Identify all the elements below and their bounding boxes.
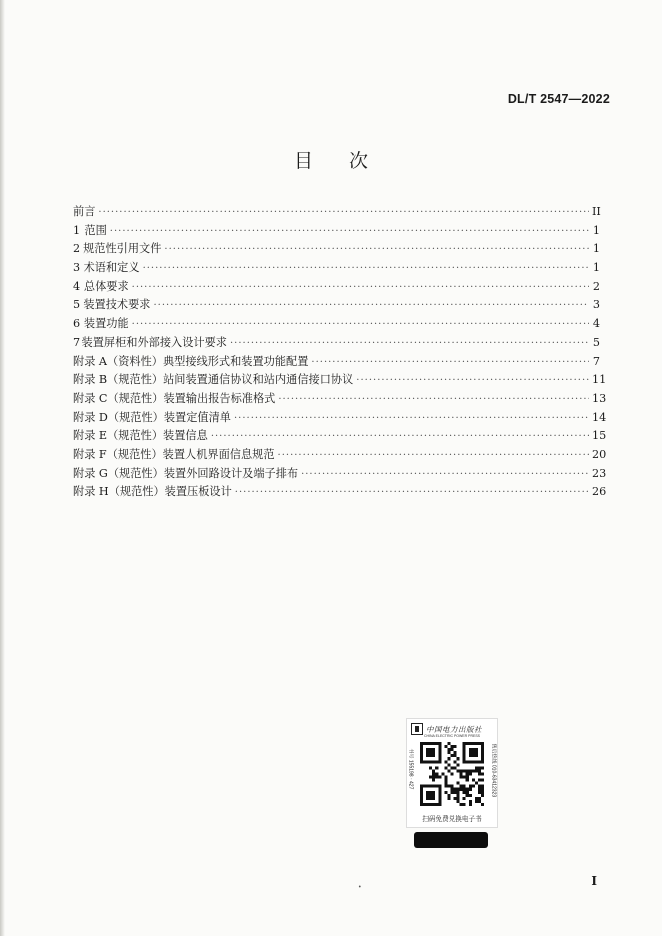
toc-dot-leader bbox=[301, 469, 589, 480]
scan-edge-shadow bbox=[0, 0, 5, 936]
toc-entry-page: 11 bbox=[592, 373, 607, 387]
qr-code-card bbox=[406, 718, 498, 828]
toc-dot-leader bbox=[278, 450, 589, 461]
toc-entry[interactable] bbox=[73, 222, 600, 241]
toc-entry[interactable] bbox=[73, 240, 600, 259]
toc-entry-title: 规范性引用文件 bbox=[83, 242, 162, 256]
toc-entry-number: 2 bbox=[73, 242, 81, 256]
qr-code-icon[interactable] bbox=[420, 742, 484, 806]
toc-entry-title: 装置信息 bbox=[163, 429, 208, 443]
toc-entry-number: 7 bbox=[73, 335, 81, 349]
toc-entry-title: 装置外回路设计及端子排布 bbox=[163, 466, 299, 480]
toc-entry[interactable] bbox=[73, 483, 607, 502]
toc-entry-title: 前言 bbox=[73, 205, 96, 218]
toc-title: 目次 bbox=[293, 150, 404, 172]
publisher-logo-icon bbox=[411, 723, 423, 735]
toc-entry-annex: 附录 G（规范性） bbox=[73, 466, 164, 480]
toc-entry-page: 3 bbox=[592, 298, 600, 312]
toc-entry[interactable] bbox=[73, 334, 600, 353]
toc-entry-page: 7 bbox=[592, 354, 600, 368]
toc-entry-number: 1 bbox=[73, 223, 81, 237]
toc-dot-leader bbox=[132, 282, 589, 293]
toc-entry[interactable] bbox=[73, 371, 607, 390]
toc-entry-title: 范围 bbox=[84, 223, 107, 237]
toc-entry-title: 装置人机界面信息规范 bbox=[162, 447, 275, 461]
toc-entry-annex: 附录 A（资料性） bbox=[73, 354, 163, 368]
toc-entry-title: 装置压板设计 bbox=[164, 485, 232, 499]
scan-speck: • bbox=[358, 884, 362, 891]
toc-entry-title: 术语和定义 bbox=[83, 261, 140, 275]
table-of-contents bbox=[73, 203, 607, 502]
toc-dot-leader bbox=[230, 338, 589, 349]
toc-entry[interactable] bbox=[73, 409, 607, 428]
toc-entry-title: 装置功能 bbox=[83, 317, 129, 331]
toc-entry-annex: 附录 B（规范性） bbox=[73, 373, 164, 387]
toc-entry[interactable] bbox=[73, 259, 600, 278]
toc-entry-page: II bbox=[592, 205, 601, 218]
toc-entry[interactable] bbox=[73, 446, 607, 465]
book-number: 书号 155198 · 427 bbox=[407, 748, 414, 790]
toc-entry-page: 4 bbox=[592, 317, 600, 331]
standard-code: DL/T 2547—2022 bbox=[507, 92, 610, 106]
toc-entry[interactable] bbox=[73, 353, 600, 372]
toc-entry-title: 装置技术要求 bbox=[83, 298, 151, 312]
toc-entry[interactable] bbox=[73, 296, 600, 315]
toc-entry-title: 装置定值清单 bbox=[163, 410, 231, 424]
toc-entry-annex: 附录 C（规范性） bbox=[73, 391, 164, 405]
toc-entry-page: 1 bbox=[592, 261, 600, 275]
publisher-name: 中国电力出版社 bbox=[426, 724, 482, 734]
publisher-english-name: CHINA ELECTRIC POWER PRESS bbox=[424, 734, 481, 738]
toc-dot-leader bbox=[143, 263, 589, 274]
service-hotline: 售后热线 010-63412323 bbox=[490, 743, 497, 798]
toc-entry-title: 装置屏柜和外部接入设计要求 bbox=[81, 335, 227, 349]
toc-entry-page: 13 bbox=[592, 391, 607, 405]
toc-entry-annex: 附录 H（规范性） bbox=[73, 485, 165, 499]
toc-entry[interactable] bbox=[73, 390, 607, 409]
toc-entry[interactable] bbox=[73, 465, 607, 484]
toc-dot-leader bbox=[211, 431, 589, 442]
toc-entry-page: 15 bbox=[591, 429, 607, 443]
toc-entry-page: 2 bbox=[592, 279, 600, 293]
toc-entry-title: 装置输出报告标准格式 bbox=[163, 391, 276, 405]
toc-entry-number: 4 bbox=[73, 279, 81, 293]
toc-entry-number: 3 bbox=[73, 261, 81, 275]
toc-dot-leader bbox=[132, 319, 589, 330]
toc-dot-leader bbox=[234, 413, 589, 424]
toc-entry-title: 总体要求 bbox=[83, 279, 129, 293]
toc-entry-page: 14 bbox=[592, 410, 607, 424]
toc-entry-annex: 附录 D（规范性） bbox=[73, 410, 164, 424]
toc-entry-page: 26 bbox=[592, 485, 607, 499]
toc-entry-page: 23 bbox=[592, 466, 607, 480]
toc-dot-leader bbox=[110, 226, 589, 237]
toc-entry-title: 站间装置通信协议和站内通信接口协议 bbox=[163, 373, 354, 387]
page-number: I bbox=[591, 874, 597, 888]
toc-entry[interactable] bbox=[73, 278, 600, 297]
toc-entry-annex: 附录 F（规范性） bbox=[73, 447, 163, 461]
toc-entry[interactable] bbox=[73, 315, 600, 334]
scan-instruction: 扫码免费兑换电子书 bbox=[422, 815, 482, 823]
toc-entry-number: 5 bbox=[73, 298, 81, 312]
toc-entry-page: 1 bbox=[592, 223, 600, 237]
toc-entry-title: 典型接线形式和装置功能配置 bbox=[162, 354, 309, 368]
redacted-code-bar bbox=[414, 832, 488, 848]
toc-entry[interactable] bbox=[73, 203, 600, 222]
toc-dot-leader bbox=[98, 207, 589, 218]
toc-dot-leader bbox=[311, 357, 589, 368]
toc-entry-page: 1 bbox=[592, 242, 600, 256]
toc-entry-page: 20 bbox=[592, 447, 607, 461]
toc-dot-leader bbox=[356, 375, 589, 386]
toc-dot-leader bbox=[235, 487, 589, 498]
toc-entry[interactable] bbox=[73, 427, 607, 446]
toc-entry-annex: 附录 E（规范性） bbox=[73, 429, 164, 443]
toc-dot-leader bbox=[278, 394, 589, 405]
toc-dot-leader bbox=[164, 244, 589, 255]
toc-entry-number: 6 bbox=[73, 317, 81, 331]
toc-dot-leader bbox=[154, 300, 590, 311]
toc-entry-page: 5 bbox=[592, 335, 600, 349]
